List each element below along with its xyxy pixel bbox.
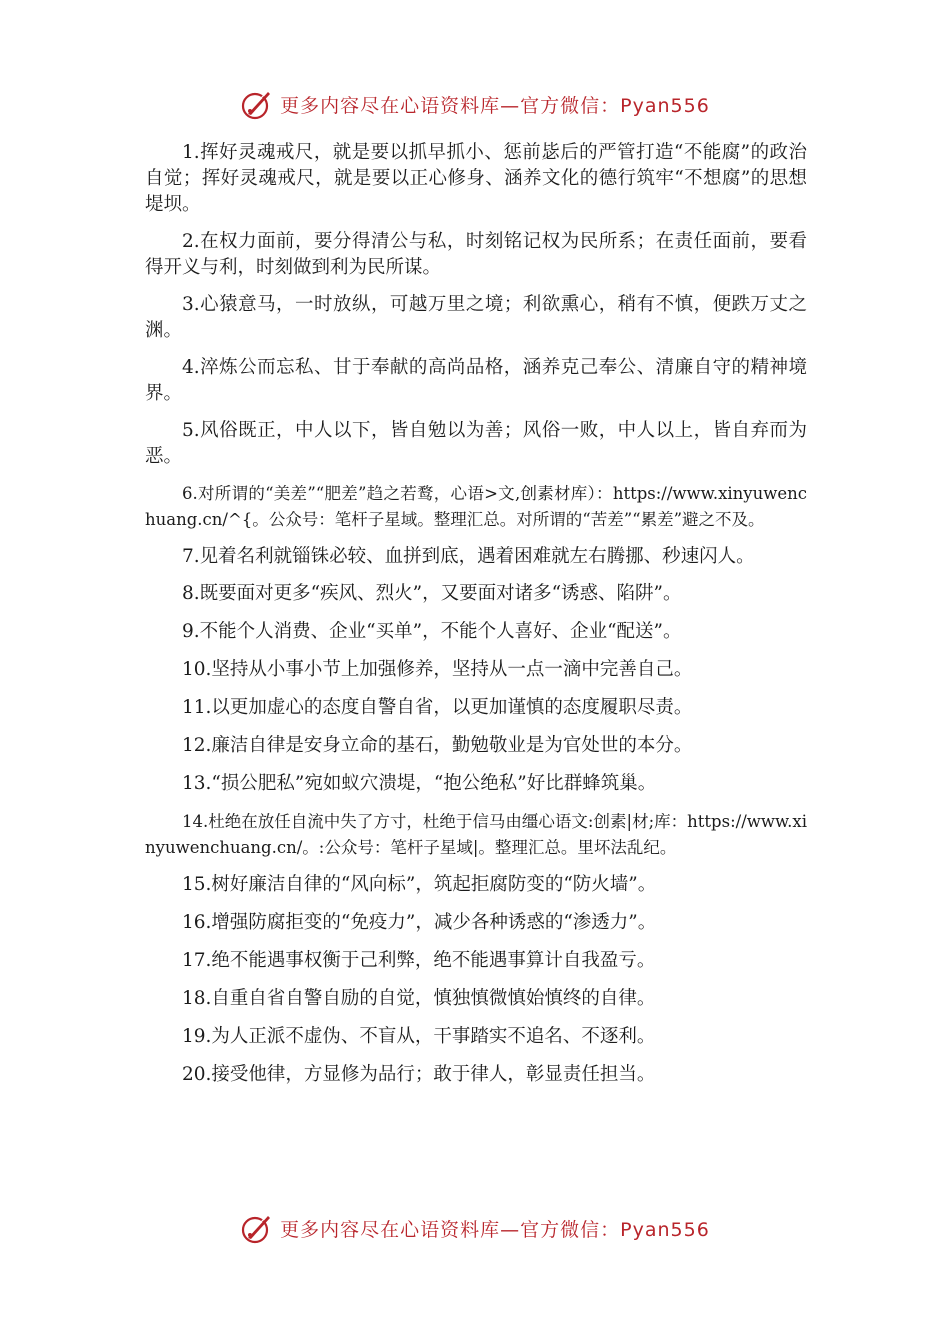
paragraph-10: 10.坚持从小事小节上加强修养，坚持从一点一滴中完善自己。 <box>182 659 693 680</box>
paragraph-6: 6.对所谓的“美差”“肥差”趋之若鹜，心语>文,创素材库）：https://www.xinyuwenchuang.cn/^{。公众号：笔杆子星域。整理汇总。对所谓的“苦差”“累差”避之不及。 <box>145 484 807 529</box>
quill-pen-logo-icon <box>240 1211 274 1245</box>
paragraph-9: 9.不能个人消费、企业“买单”，不能个人喜好、企业“配送”。 <box>182 621 682 642</box>
paragraph-4: 4.淬炼公而忘私、甘于奉献的高尚品格，涵养克己奉公、清廉自守的精神境界。 <box>145 357 807 404</box>
paragraph-13: 13.“损公肥私”宛如蚁穴溃堤，“抱公绝私”好比群蜂筑巢。 <box>182 773 657 794</box>
paragraph-14: 14.杜绝在放任自流中失了方寸，杜绝于信马由缰心语文:创素|材;库：https://www.xinyuwenchuang.cn/。:公众号：笔杆子星域|。整理汇总。里坏法乱纪。 <box>145 812 807 857</box>
paragraph-20: 20.接受他律，方显修为品行；敢于律人，彰显责任担当。 <box>182 1064 656 1085</box>
paragraph-15: 15.树好廉洁自律的“风向标”，筑起拒腐防变的“防火墙”。 <box>182 874 657 895</box>
paragraph-5: 5.风俗既正，中人以下，皆自勉以为善；风俗一败，中人以上，皆自弃而为恶。 <box>145 420 807 467</box>
paragraph-16: 16.增强防腐拒变的“免疫力”，减少各种诱惑的“渗透力”。 <box>182 912 657 933</box>
quill-pen-logo-icon <box>240 87 274 121</box>
banner-text: 更多内容尽在心语资料库—官方微信：Pyan556 <box>280 1218 710 1241</box>
paragraph-19: 19.为人正派不虚伪、不盲从，干事踏实不追名、不逐利。 <box>182 1026 656 1047</box>
paragraph-3: 3.心猿意马，一时放纵，可越万里之境；利欲熏心，稍有不慎，便跌万丈之渊。 <box>145 294 807 341</box>
footer-banner <box>0 1208 950 1248</box>
paragraph-8: 8.既要面对更多“疾风、烈火”，又要面对诸多“诱惑、陷阱”。 <box>182 583 682 604</box>
paragraph-12: 12.廉洁自律是安身立命的基石，勤勉敬业是为官处世的本分。 <box>182 735 693 756</box>
banner-text: 更多内容尽在心语资料库—官方微信：Pyan556 <box>280 94 710 117</box>
paragraph-2: 2.在权力面前，要分得清公与私，时刻铭记权为民所系；在责任面前，要看得开义与利，时刻做到利为民所谋。 <box>145 231 807 278</box>
paragraph-1: 1.挥好灵魂戒尺，就是要以抓早抓小、惩前毖后的严管打造“不能腐”的政治自觉；挥好灵魂戒尺，就是要以正心修身、涵养文化的德行筑牢“不想腐”的思想堤坝。 <box>145 142 807 215</box>
paragraph-18: 18.自重自省自警自励的自觉，慎独慎微慎始慎终的自律。 <box>182 988 656 1009</box>
paragraph-7: 7.见着名利就锱铢必较、血拼到底，遇着困难就左右腾挪、秒速闪人。 <box>182 546 755 567</box>
document-body <box>145 140 807 1100</box>
header-banner <box>0 84 950 124</box>
paragraph-17: 17.绝不能遇事权衡于己利弊，绝不能遇事算计自我盈亏。 <box>182 950 656 971</box>
paragraph-11: 11.以更加虚心的态度自警自省，以更加谨慎的态度履职尽责。 <box>182 697 693 718</box>
